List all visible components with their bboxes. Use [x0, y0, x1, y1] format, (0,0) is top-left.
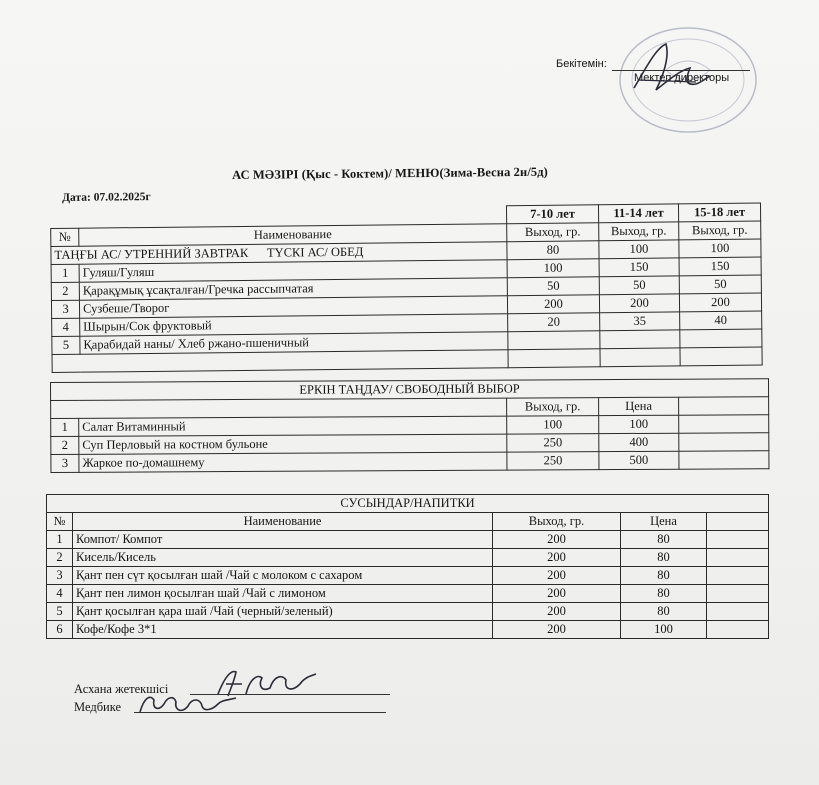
nurse-signature [132, 688, 242, 720]
output-header: Выход, гр. [507, 223, 599, 242]
table-cell: 40 [680, 311, 762, 330]
row-number: 2 [47, 549, 73, 567]
table-cell: 200 [493, 603, 621, 621]
row-number: 1 [47, 531, 73, 549]
drink-name: Қант пен лимон қосылған шай /Чай с лимоном [73, 585, 493, 603]
director-signature [626, 38, 716, 98]
row-number: 5 [52, 336, 80, 354]
cook-label: Асхана жетекшісі [74, 682, 169, 696]
table-row [47, 621, 769, 639]
num-header: № [51, 228, 79, 246]
table-cell: 200 [493, 549, 621, 567]
table-cell: 200 [507, 295, 599, 314]
table-cell: 200 [493, 621, 621, 639]
table-cell: 80 [621, 531, 707, 549]
num-header: № [47, 513, 73, 531]
main-menu-table [50, 203, 763, 373]
table-cell: 80 [507, 241, 599, 260]
nurse-label: Медбике [74, 700, 122, 714]
row-number: 2 [51, 282, 79, 300]
table-cell: 100 [507, 259, 599, 278]
output-header: Выход, гр. [679, 221, 761, 240]
table-row [51, 451, 769, 473]
table-cell: 100 [679, 239, 761, 258]
dish-name: Қарабидай наны/ Хлеб ржано-пшеничный [80, 332, 508, 354]
table-cell: 200 [493, 531, 621, 549]
table-cell: 50 [599, 276, 679, 295]
row-number: 2 [51, 436, 79, 454]
dish-name: Салат Витаминный [79, 416, 507, 436]
price-header: Цена [621, 513, 707, 531]
drinks-section: СУСЫНДАР/НАПИТКИ [47, 495, 769, 513]
table-cell: 20 [508, 313, 600, 332]
output-header: Выход, гр. [599, 222, 679, 241]
name-header: Наименование [79, 224, 507, 246]
table-cell: 200 [599, 294, 679, 313]
dish-name: Суп Перловый на костном бульоне [79, 434, 507, 454]
table-cell: 200 [493, 585, 621, 603]
age-group-15-18: 15-18 лет [678, 203, 760, 222]
table-cell: 100 [599, 415, 679, 433]
table-cell: 50 [507, 277, 599, 296]
row-number: 4 [47, 585, 73, 603]
table-cell: 150 [679, 257, 761, 276]
table-cell: 200 [493, 567, 621, 585]
drink-name: Қант қосылған қара шай /Чай (черный/зеленый) [73, 603, 493, 621]
approval-label: Бекітемін: [556, 58, 607, 70]
output-header: Выход, гр. [507, 398, 599, 416]
director-caption: Мектеп директоры [634, 72, 730, 84]
price-header: Цена [599, 397, 679, 415]
menu-date: Дата: 07.02.2025г [62, 191, 151, 204]
column-header-row [47, 513, 769, 531]
row-number: 3 [51, 454, 79, 472]
row-number: 3 [47, 567, 73, 585]
row-number: 6 [47, 621, 73, 639]
row-number: 5 [47, 603, 73, 621]
output-header: Выход, гр. [493, 513, 621, 531]
table-cell: 100 [621, 621, 707, 639]
table-cell: 50 [679, 275, 761, 294]
drinks-table [46, 494, 769, 639]
row-number: 1 [51, 418, 79, 436]
table-row [47, 531, 769, 549]
table-cell: 100 [507, 416, 599, 434]
table-row [47, 603, 769, 621]
drink-name: Компот/ Компот [73, 531, 493, 549]
table-cell: 150 [599, 258, 679, 277]
section-row [47, 495, 769, 513]
table-cell: 250 [507, 434, 599, 452]
table-cell: 400 [599, 433, 679, 451]
age-group-11-14: 11-14 лет [598, 204, 678, 223]
table-row [47, 585, 769, 603]
table-cell: 250 [507, 452, 599, 470]
drink-name: Кофе/Кофе 3*1 [73, 621, 493, 639]
breakfast-lunch-section: ТАҢҒЫ АС/ УТРЕННИЙ ЗАВТРАК ТҮСКІ АС/ ОБЕД [51, 242, 507, 265]
dish-name: Жаркое по-домашнему [79, 452, 507, 472]
dish-name: Шырын/Сок фруктовый [80, 314, 508, 336]
table-cell: 500 [599, 451, 679, 469]
table-cell: 80 [621, 549, 707, 567]
table-cell: 80 [621, 567, 707, 585]
free-choice-table [50, 378, 770, 473]
free-choice-section: ЕРКІН ТАҢДАУ/ СВОБОДНЫЙ ВЫБОР [51, 379, 769, 401]
dish-name: Гуляш/Гуляш [79, 260, 507, 282]
row-number: 3 [51, 300, 79, 318]
name-header: Наименование [73, 513, 493, 531]
table-cell: 80 [621, 585, 707, 603]
table-cell: 200 [679, 293, 761, 312]
table-cell: 35 [600, 312, 680, 331]
table-row [47, 567, 769, 585]
row-number: 4 [52, 318, 80, 336]
row-number: 1 [51, 264, 79, 282]
page-title: АС МӘЗІРІ (Қыс - Коктем)/ МЕНЮ(Зима-Весна 2н/5д) [232, 164, 548, 182]
age-group-7-10: 7-10 лет [506, 205, 598, 224]
table-cell: 100 [599, 240, 679, 259]
dish-name: Қарақұмық ұсақталған/Гречка рассыпчатая [79, 278, 507, 300]
table-row [47, 549, 769, 567]
table-cell: 80 [621, 603, 707, 621]
drink-name: Кисель/Кисель [73, 549, 493, 567]
dish-name: Сузбеше/Творог [79, 296, 507, 318]
drink-name: Қант пен сүт қосылған шай /Чай с молоком с сахаром [73, 567, 493, 585]
